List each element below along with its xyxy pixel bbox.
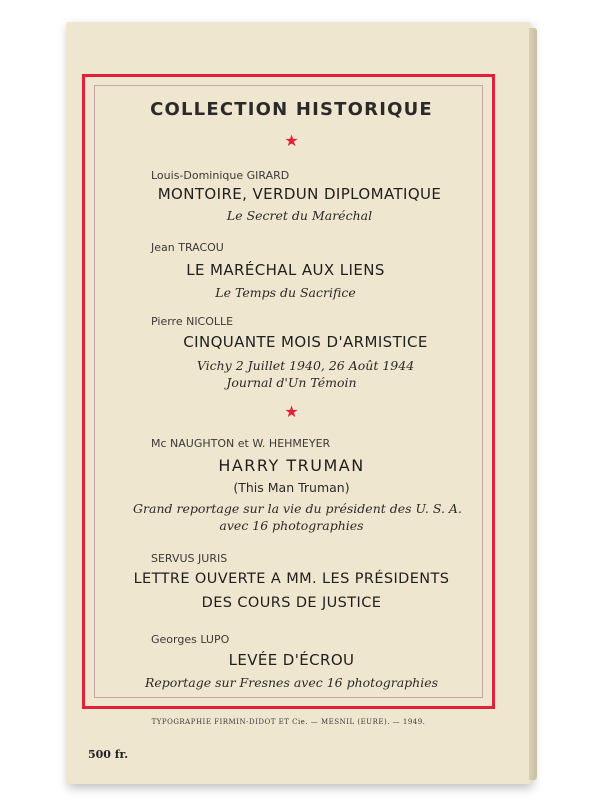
book-5-author: SERVUS JURIS <box>151 552 228 565</box>
price-label: 500 fr. <box>88 748 129 761</box>
book-page-edge <box>529 28 537 780</box>
book-4-author: Mc NAUGHTON et W. HEHMEYER <box>151 437 331 450</box>
book-6-subtitle: Reportage sur Fresnes avec 16 photographies <box>144 675 439 690</box>
book-3-author: Pierre NICOLLE <box>151 315 234 328</box>
star-icon: ★ <box>284 131 299 150</box>
book-4-subtitle-line2: avec 16 photographies <box>219 518 364 533</box>
book-2-title: LE MARÉCHAL AUX LIENS <box>186 261 385 279</box>
book-2-author: Jean TRACOU <box>151 241 224 254</box>
book-1-subtitle: Le Secret du Maréchal <box>226 208 373 223</box>
book-4-subtitle-line1: Grand reportage sur la vie du président des U. S. A. <box>133 501 462 516</box>
book-6-title: LEVÉE D'ÉCROU <box>228 651 355 669</box>
book-3-title: CINQUANTE MOIS D'ARMISTICE <box>183 333 428 351</box>
book-4-title: HARRY TRUMAN <box>218 456 365 475</box>
book-6-author: Georges LUPO <box>151 633 230 646</box>
book-5-title-line2: DES COURS DE JUSTICE <box>201 595 382 611</box>
book-3-subtitle-line2: Journal d'Un Témoin <box>226 375 357 390</box>
book-5-title-line1: LETTRE OUVERTE A MM. LES PRÉSIDENTS <box>133 571 450 587</box>
book-1-author: Louis-Dominique GIRARD <box>151 169 290 182</box>
book-3-subtitle-line1: Vichy 2 Juillet 1940, 26 Août 1944 <box>196 358 415 373</box>
book-4-original-title: (This Man Truman) <box>233 480 350 495</box>
star-icon: ★ <box>284 402 299 421</box>
collection-title: COLLECTION HISTORIQUE <box>150 99 433 120</box>
red-frame <box>82 74 495 709</box>
book-2-subtitle: Le Temps du Sacrifice <box>215 285 356 300</box>
book-1-title: MONTOIRE, VERDUN DIPLOMATIQUE <box>157 185 442 203</box>
printer-imprint: TYPOGRAPHIE FIRMIN-DIDOT ET Cie. — MESNIL (EURE). — 1949. <box>151 718 426 726</box>
